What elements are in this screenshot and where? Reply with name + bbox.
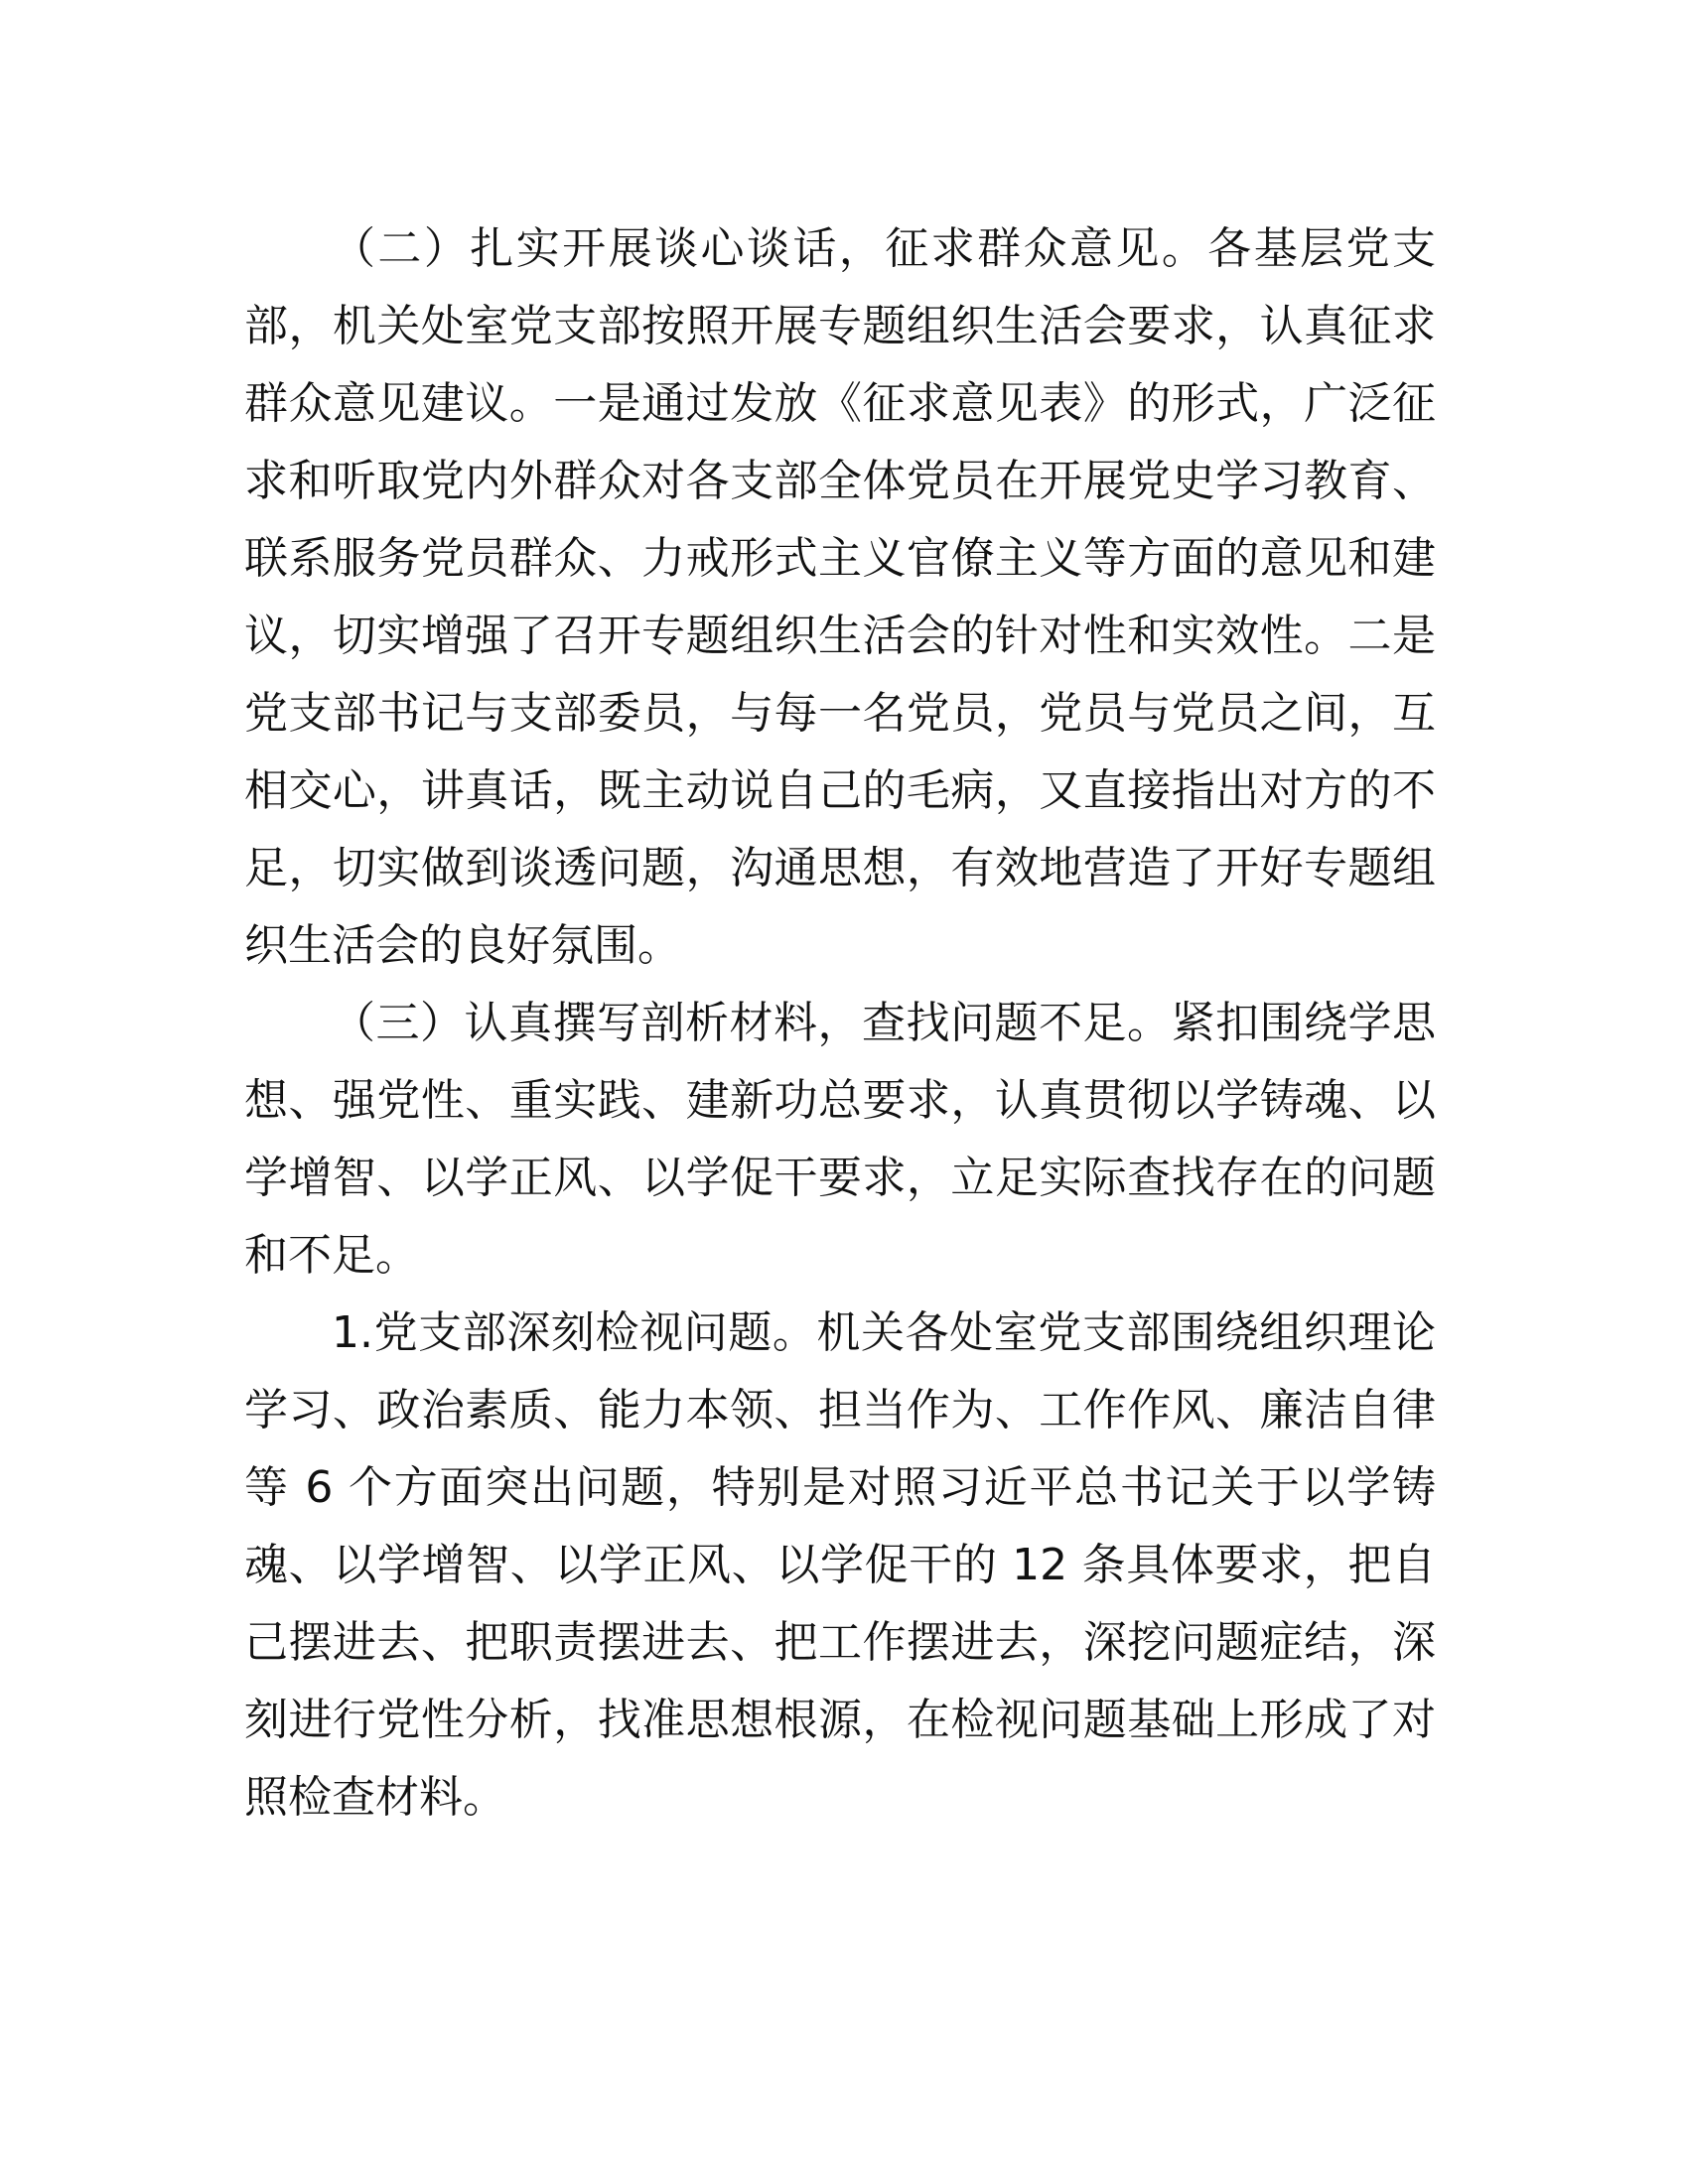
paragraph-consultation: （二）扎实开展谈心谈话，征求群众意见。各基层党支部，机关处室党支部按照开展专题组织生活会要求，认真征求群众意见建议。一是通过发放《征求意见表》的形式，广泛征求和听取党内外群众对各支部全体党员在开展党史学习教育、联系服务党员群众、力戒形式主义官僚主义等方面的意见和建议，切实增强了召开专题组织生活会的针对性和实效性。二是党支部书记与支部委员，与每一名党员，党员与党员之间，互相交心，讲真话，既主动说自己的毛病，又直接指出对方的不足，切实做到谈透问题，沟通思想，有效地营造了开好专题组织生活会的良好氛围。 — [244, 223, 1436, 971]
document-body — [244, 210, 1436, 1837]
paragraph-analysis-materials: （三）认真撰写剖析材料，查找问题不足。紧扣围绕学思想、强党性、重实践、建新功总要求，认真贯彻以学铸魂、以学增智、以学正风、以学促干要求，立足实际查找存在的问题和不足。 — [244, 998, 1436, 1281]
paragraph-branch-review: 1.党支部深刻检视问题。机关各处室党支部围绕组织理论学习、政治素质、能力本领、担当作为、工作作风、廉洁自律等 6 个方面突出问题，特别是对照习近平总书记关于以学铸魂、以学增智、以学正风、以学促干的 12 条具体要求，把自己摆进去、把职责摆进去、把工作摆进去，深挖问题症结，深刻进行党性分析，找准思想根源，在检视问题基础上形成了对照检查材料。 — [244, 1307, 1436, 1823]
